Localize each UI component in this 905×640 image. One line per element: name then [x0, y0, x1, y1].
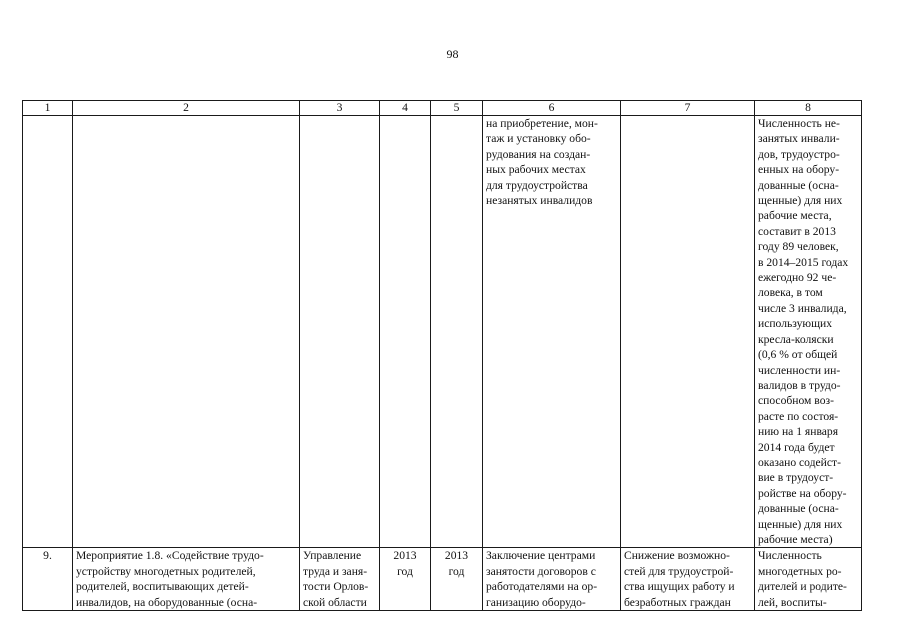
text-line: использующих — [758, 317, 832, 331]
text-line: ганизацию оборудо- — [486, 595, 586, 609]
executor-cell — [300, 548, 380, 611]
text-line: устройству многодетных родителей, — [76, 564, 256, 578]
text-line: рудования на создан- — [486, 147, 591, 161]
text-line: щенные) для них — [758, 517, 843, 531]
text-line: лей, воспиты- — [758, 595, 827, 609]
text-line: ных рабочих местах — [486, 163, 586, 177]
text-line: ской области — [303, 595, 367, 609]
text-line: валидов в трудо- — [758, 378, 841, 392]
text-line: занятости договоров с — [486, 564, 596, 578]
content-cell — [483, 548, 621, 611]
text-line: численности ин- — [758, 363, 841, 377]
text-line: безработных граждан — [624, 595, 731, 609]
text-line: незанятых инвалидов — [486, 194, 593, 208]
text-line: Численность не- — [758, 117, 840, 130]
text-line: рабочие места, — [758, 209, 832, 223]
text-line: инвалидов, на оборудованные (осна- — [76, 595, 258, 609]
column-header-5: 5 — [431, 101, 483, 116]
text-line: оказано содейст- — [758, 455, 841, 469]
text-line: вие в трудоуст- — [758, 471, 834, 485]
column-header-2: 2 — [73, 101, 300, 116]
text-line: ройстве на обору- — [758, 486, 847, 500]
text-line: ловека, в том — [758, 286, 823, 300]
text-line: дителей и родите- — [758, 580, 847, 594]
text-line: в 2014–2015 годах — [758, 255, 849, 269]
text-line: труда и заня- — [303, 564, 368, 578]
text-line: тости Орлов- — [303, 580, 369, 594]
text-line: многодетных ро- — [758, 564, 842, 578]
text-line: Управление — [303, 549, 362, 563]
text-line: Заключение центрами — [486, 549, 596, 563]
text-line: родителей, воспитывающих детей- — [76, 580, 249, 594]
table-row-9 — [23, 548, 862, 611]
text-line: 2014 года будет — [758, 440, 835, 454]
text-line: для трудоустройства — [486, 178, 588, 192]
text-line: стей для трудоустрой- — [624, 564, 734, 578]
header-row — [23, 101, 862, 116]
continuation-row — [23, 116, 862, 548]
activity-cell — [73, 548, 300, 611]
result-cell — [755, 548, 862, 611]
text-line: 2013 — [444, 549, 469, 563]
page-number: 98 — [446, 47, 459, 61]
text-line: 2013 — [393, 549, 417, 563]
text-line: нию на 1 января — [758, 425, 839, 439]
text-line: таж и установку обо- — [486, 132, 591, 146]
text-line: Снижение возможно- — [624, 549, 730, 563]
text-line: рабочие места) — [758, 532, 833, 546]
text-line: Мероприятие 1.8. «Содействие трудо- — [76, 549, 264, 563]
text-line: ства ищущих работу и — [624, 580, 735, 594]
end-year-cell — [431, 548, 483, 611]
text-line: дов, трудоустро- — [758, 147, 840, 161]
program-table — [22, 100, 862, 611]
text-line: ежегодно 92 че- — [758, 271, 837, 285]
text-line: году 89 человек, — [758, 240, 839, 254]
cont-cell-5 — [431, 116, 483, 548]
cont-cell-8 — [755, 116, 862, 548]
text-line: Численность — [758, 549, 822, 563]
consequence-cell — [621, 548, 755, 611]
column-header-3: 3 — [300, 101, 380, 116]
column-header-7: 7 — [621, 101, 755, 116]
cont-cell-1 — [23, 116, 73, 548]
text-line: составит в 2013 — [758, 224, 836, 238]
text-line: работодателями на ор- — [486, 580, 598, 594]
text-line: способном воз- — [758, 394, 834, 408]
cont-cell-2 — [73, 116, 300, 548]
text-line: енных на обору- — [758, 163, 840, 177]
text-line: занятых инвали- — [758, 132, 840, 146]
text-line: кресла-коляски — [758, 332, 834, 346]
text-line: расте по состоя- — [758, 409, 839, 423]
cont-cell-6 — [483, 116, 621, 548]
row-number: 9. — [23, 548, 73, 611]
text-line: год — [448, 564, 465, 578]
cont-cell-3 — [300, 116, 380, 548]
start-year-cell — [380, 548, 431, 611]
text-line: щенные) для них — [758, 194, 843, 208]
cont-cell-7 — [621, 116, 755, 548]
column-header-6: 6 — [483, 101, 621, 116]
text-line: (0,6 % от общей — [758, 348, 838, 362]
text-line: год — [397, 564, 413, 578]
cont-cell-4 — [380, 116, 431, 548]
text-line: числе 3 инвалида, — [758, 301, 847, 315]
text-line: на приобретение, мон- — [486, 117, 598, 130]
column-header-8: 8 — [755, 101, 862, 116]
column-header-1: 1 — [23, 101, 73, 116]
text-line: дованные (осна- — [758, 178, 839, 192]
column-header-4: 4 — [380, 101, 431, 116]
text-line: дованные (осна- — [758, 502, 839, 516]
